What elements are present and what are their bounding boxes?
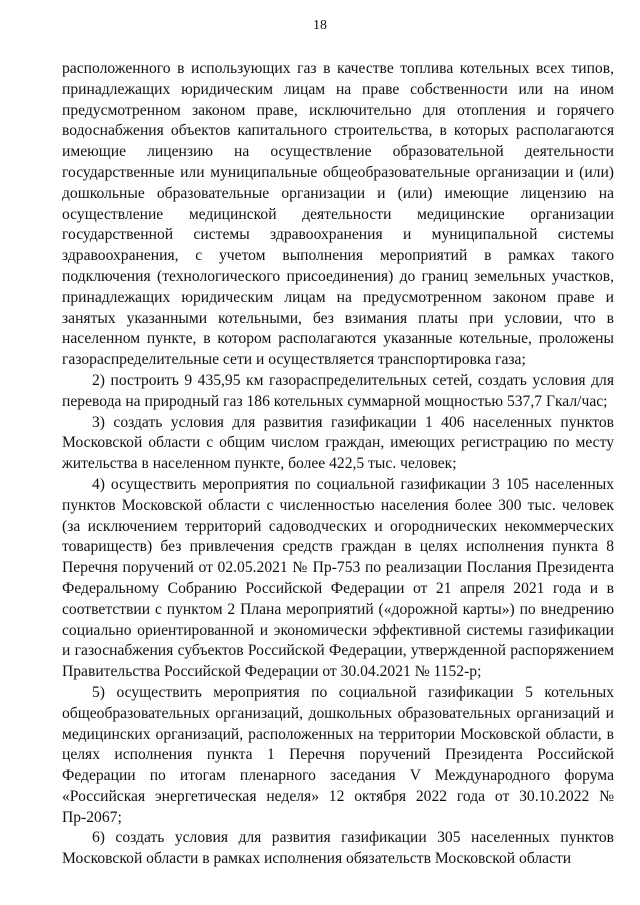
- paragraph-item-2: 2) построить 9 435,95 км газораспределительных сетей, создать условия для перевода на природный газ 186 котельных суммарной мощностью 537,7 Гкал/час;: [62, 371, 614, 410]
- paragraph-item-3: 3) создать условия для развития газификации 1 406 населенных пунктов Московской области с общим числом граждан, имеющих регистрацию по месту жительства в населенном пункте, более 422,5 тыс. человек;: [62, 413, 614, 473]
- paragraph-item-6: 6) создать условия для развития газификации 305 населенных пунктов Московской области в рамках исполнения обязательств Московской области: [62, 829, 614, 868]
- paragraph-item-4: 4) осуществить мероприятия по социальной газификации 3 105 населенных пунктов Московской области с численностью населения более 300 тыс. человек (за исключением территорий садоводческих и огороднических некоммерческих товариществ) без привлечения средств граждан в целях исполнения пункта 8 Перечня поручений от 02.05.2021 № Пр-753 по реализации Послания Президента Федеральному Собранию Российской Федерации от 21 апреля 2021 года и в соответствии с пунктом 2 Плана мероприятий («дорожной карты») по внедрению социально ориентированной и экономически эффективной системы газификации и газоснабжения субъектов Российской Федерации, утвержденной распоряжением Правительства Российской Федерации от 30.04.2021 № 1152-р;: [62, 475, 614, 681]
- body-text: [62, 59, 614, 870]
- paragraph-continuation: расположенного в использующих газ в качестве топлива котельных всех типов, принадлежащих юридическим лицам на праве собственности или на ином предусмотренном законом праве, исключительно для отопления и горячего водоснабжения объектов капитального строительства, в которых располагаются имеющие лицензию на осуществление образовательной деятельности государственные или муниципальные общеобразовательные организации и (или) дошкольные образовательные организации и (или) имеющие лицензию на осуществление медицинской деятельности медицинские организации государственной системы здравоохранения и муниципальной системы здравоохранения, с учетом выполнения мероприятий в рамках такого подключения (технологического присоединения) до границ земельных участков, принадлежащих юридическим лицам на предусмотренном законом праве и занятых указанными котельными, без взимания платы при условии, что в населенном пункте, в котором располагаются указанные котельные, проложены газораспределительные сети и осуществляется транспортировка газа;: [62, 60, 614, 369]
- page-number: 18: [313, 18, 327, 33]
- paragraph-item-5: 5) осуществить мероприятия по социальной газификации 5 котельных общеобразовательных организаций, дошкольных образовательных организаций и медицинских организаций, расположенных на территории Московской области, в целях исполнения пункта 1 Перечня поручений Президента Российской Федерации по итогам пленарного заседания V Международного форума «Российская энергетическая неделя» 12 октября 2022 года от 30.10.2022 № Пр-2067;: [62, 683, 614, 826]
